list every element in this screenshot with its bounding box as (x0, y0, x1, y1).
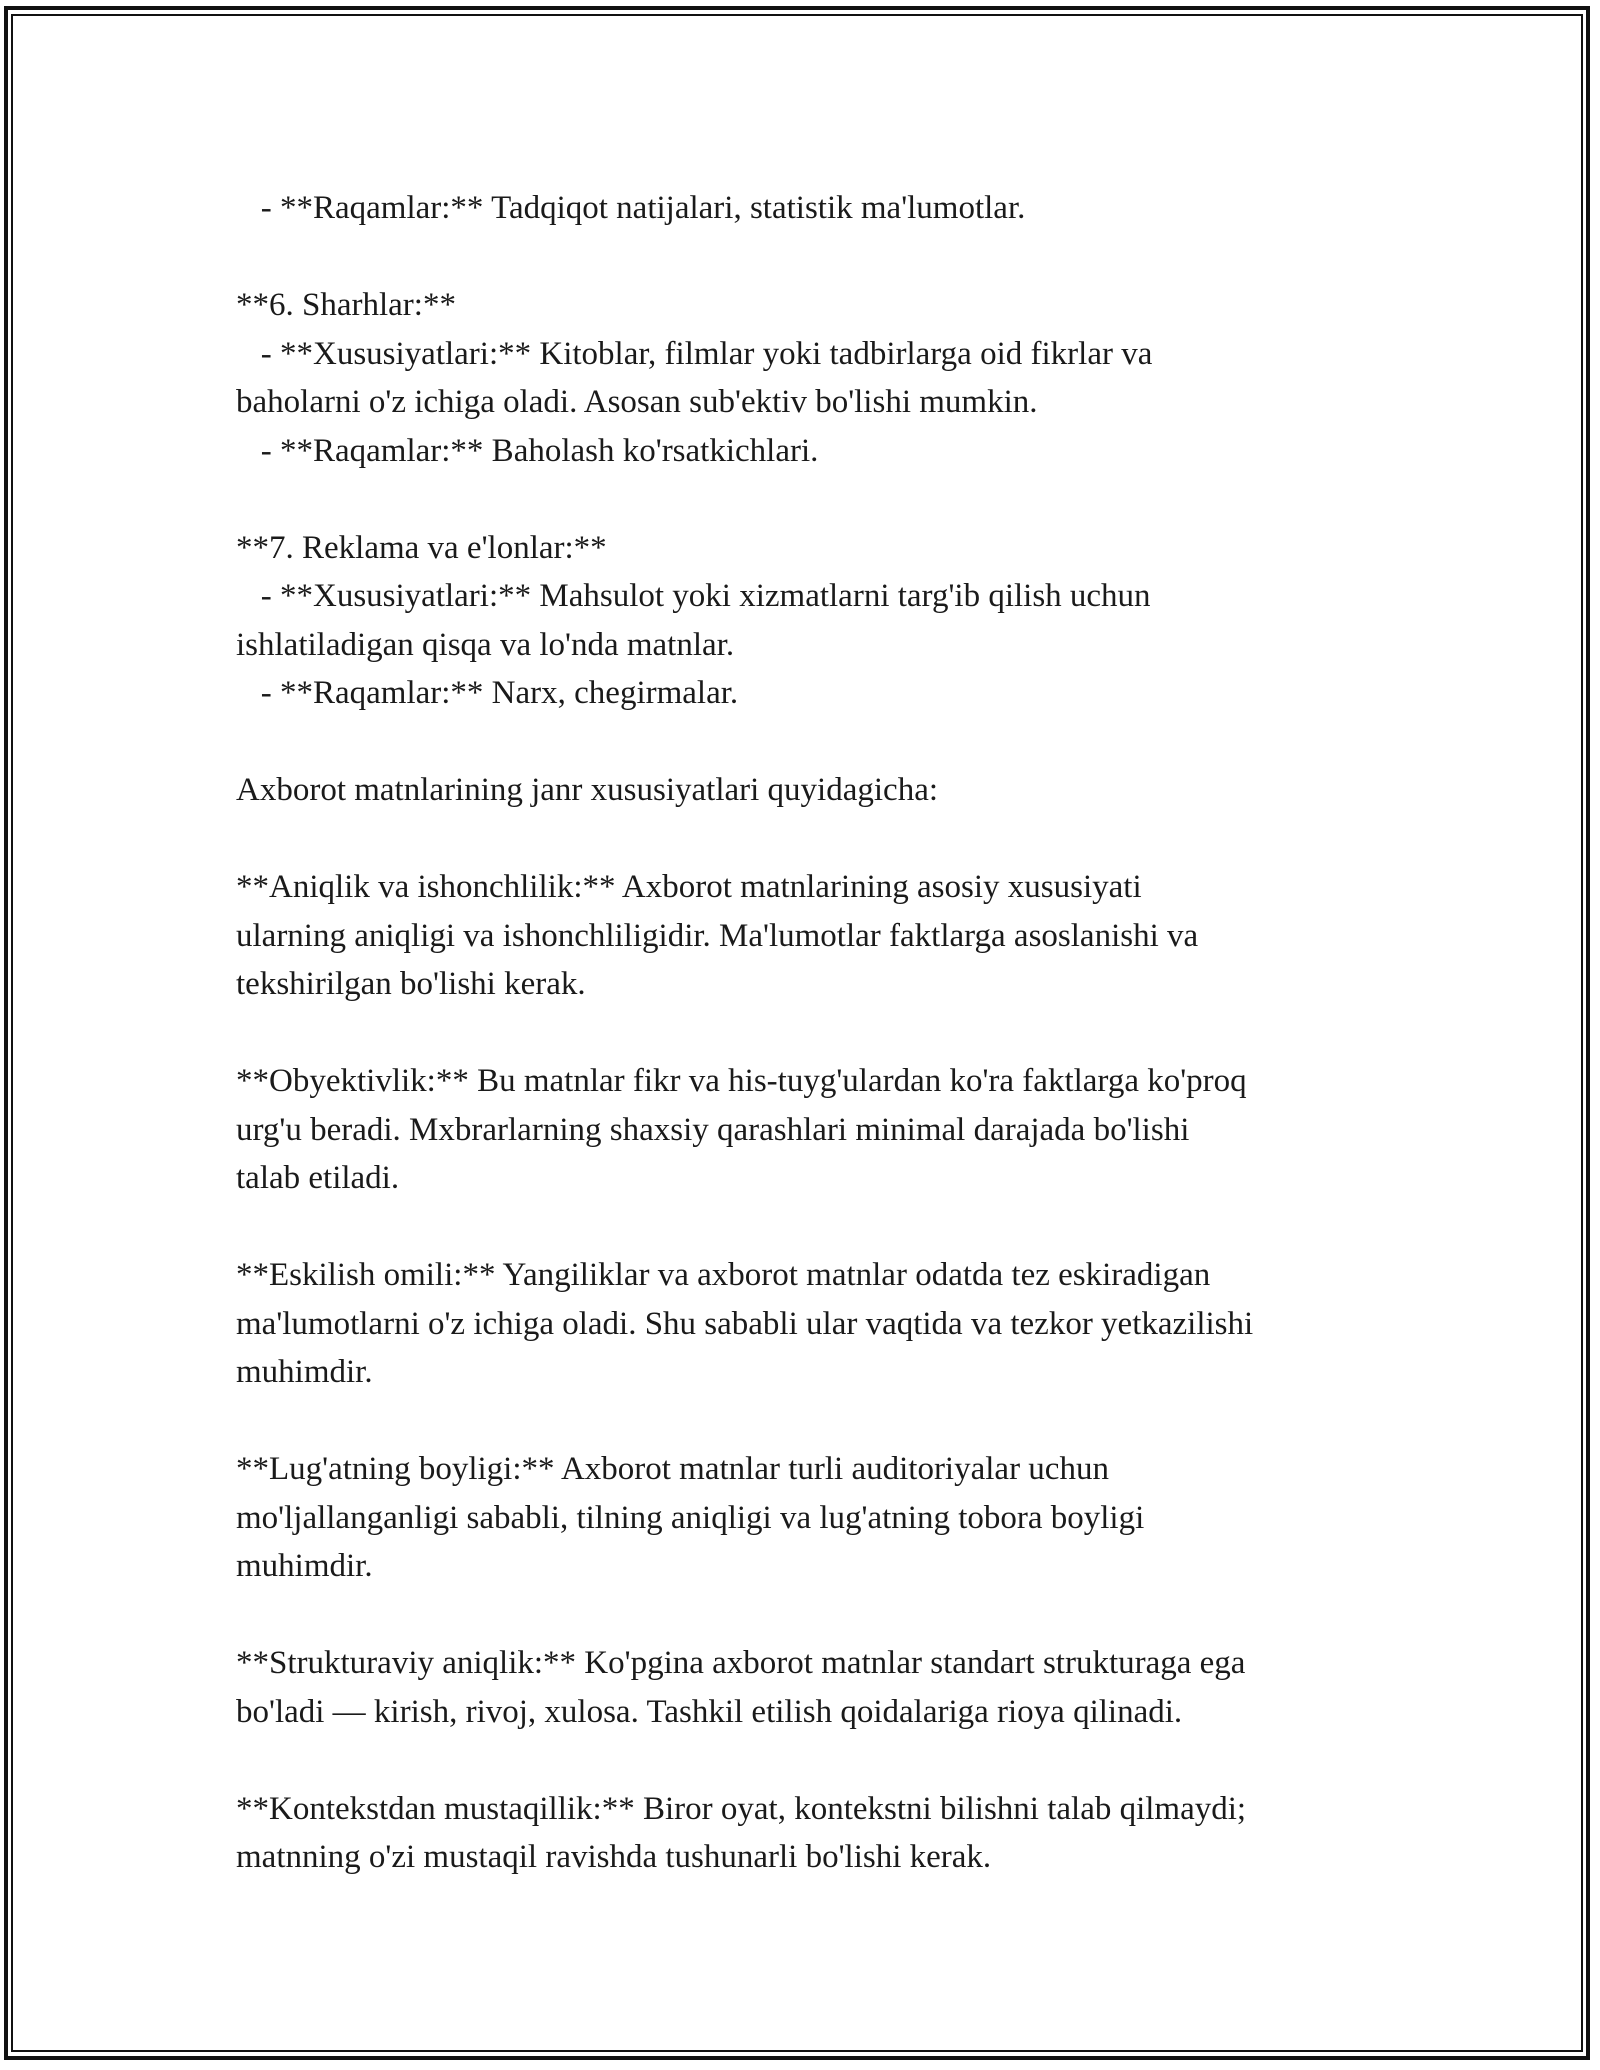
paragraph-line: ma'lumotlarni o'z ichiga oladi. Shu sababli ular vaqtida va tezkor yetkazilishi (236, 1305, 1254, 1342)
section-7-numbers-line: - **Raqamlar:** Narx, chegirmalar. (236, 675, 739, 711)
section-6 (236, 281, 1376, 475)
paragraph-line: tekshirilgan bo'lishi kerak. (236, 966, 586, 1002)
paragraph-accuracy (236, 863, 1376, 1009)
section-6-heading: **6. Sharhlar:** (236, 287, 456, 323)
intro-line: Axborot matnlarining janr xususiyatlari quyidagicha: (236, 772, 939, 808)
paragraph-line: **Strukturaviy aniqlik:** Ko'pgina axborot matnlar standart strukturaga ega (236, 1645, 1246, 1681)
paragraph-structure (236, 1639, 1376, 1736)
section-7-features-line-1: - **Xususiyatlari:** Mahsulot yoki xizmatlarni targ'ib qilish uchun (236, 578, 1151, 614)
paragraph-line: urg'u beradi. Mxbrarlarning shaxsiy qarashlari minimal darajada bo'lishi (236, 1111, 1190, 1148)
paragraph-context-independence (236, 1785, 1376, 1882)
paragraph-line: mo'ljallanganligi sababli, tilning aniqligi va lug'atning tobora boyligi (236, 1499, 1145, 1536)
paragraph-line: ularning aniqligi va ishonchliligidir. Ma'lumotlar faktlarga asoslanishi va (236, 917, 1199, 954)
paragraph-line: **Obyektivlik:** Bu matnlar fikr va his-tuyg'ulardan ko'ra faktlarga ko'proq (236, 1063, 1247, 1099)
document-body (236, 184, 1376, 1930)
paragraph-line: **Aniqlik va ishonchlilik:** Axborot matnlarining asosiy xususiyati (236, 869, 1142, 905)
paragraph-line: muhimdir. (236, 1354, 373, 1390)
paragraph-line: **Kontekstdan mustaqillik:** Biror oyat, kontekstni bilishni talab qilmaydi; (236, 1790, 1247, 1827)
paragraph-line: **Lug'atning boyligi:** Axborot matnlar turli auditoriyalar uchun (236, 1451, 1109, 1487)
section-5-tail (236, 184, 1376, 233)
section-6-features-line-1: - **Xususiyatlari:** Kitoblar, filmlar yoki tadbirlarga oid fikrlar va (236, 335, 1153, 372)
section-7 (236, 524, 1376, 718)
paragraph-vocabulary (236, 1445, 1376, 1591)
paragraph-line: matnning o'zi mustaqil ravishda tushunarli bo'lishi kerak. (236, 1839, 992, 1875)
paragraph-line: talab etiladi. (236, 1160, 400, 1196)
section-6-features-line-2: baholarni o'z ichiga oladi. Asosan sub'ektiv bo'lishi mumkin. (236, 384, 1038, 420)
paragraph-objectivity (236, 1057, 1376, 1203)
paragraph-obsolescence (236, 1251, 1376, 1397)
paragraph-line: bo'ladi — kirish, rivoj, xulosa. Tashkil etilish qoidalariga rioya qilinadi. (236, 1693, 1183, 1730)
paragraph-line: muhimdir. (236, 1548, 373, 1584)
intro-paragraph (236, 766, 1376, 815)
section-7-heading: **7. Reklama va e'lonlar:** (236, 529, 607, 566)
section-5-numbers-line: - **Raqamlar:** Tadqiqot natijalari, statistik ma'lumotlar. (236, 190, 1026, 226)
paragraph-line: **Eskilish omili:** Yangiliklar va axborot matnlar odatda tez eskiradigan (236, 1257, 1211, 1293)
section-6-numbers-line: - **Raqamlar:** Baholash ko'rsatkichlari. (236, 432, 819, 469)
section-7-features-line-2: ishlatiladigan qisqa va lo'nda matnlar. (236, 626, 735, 663)
